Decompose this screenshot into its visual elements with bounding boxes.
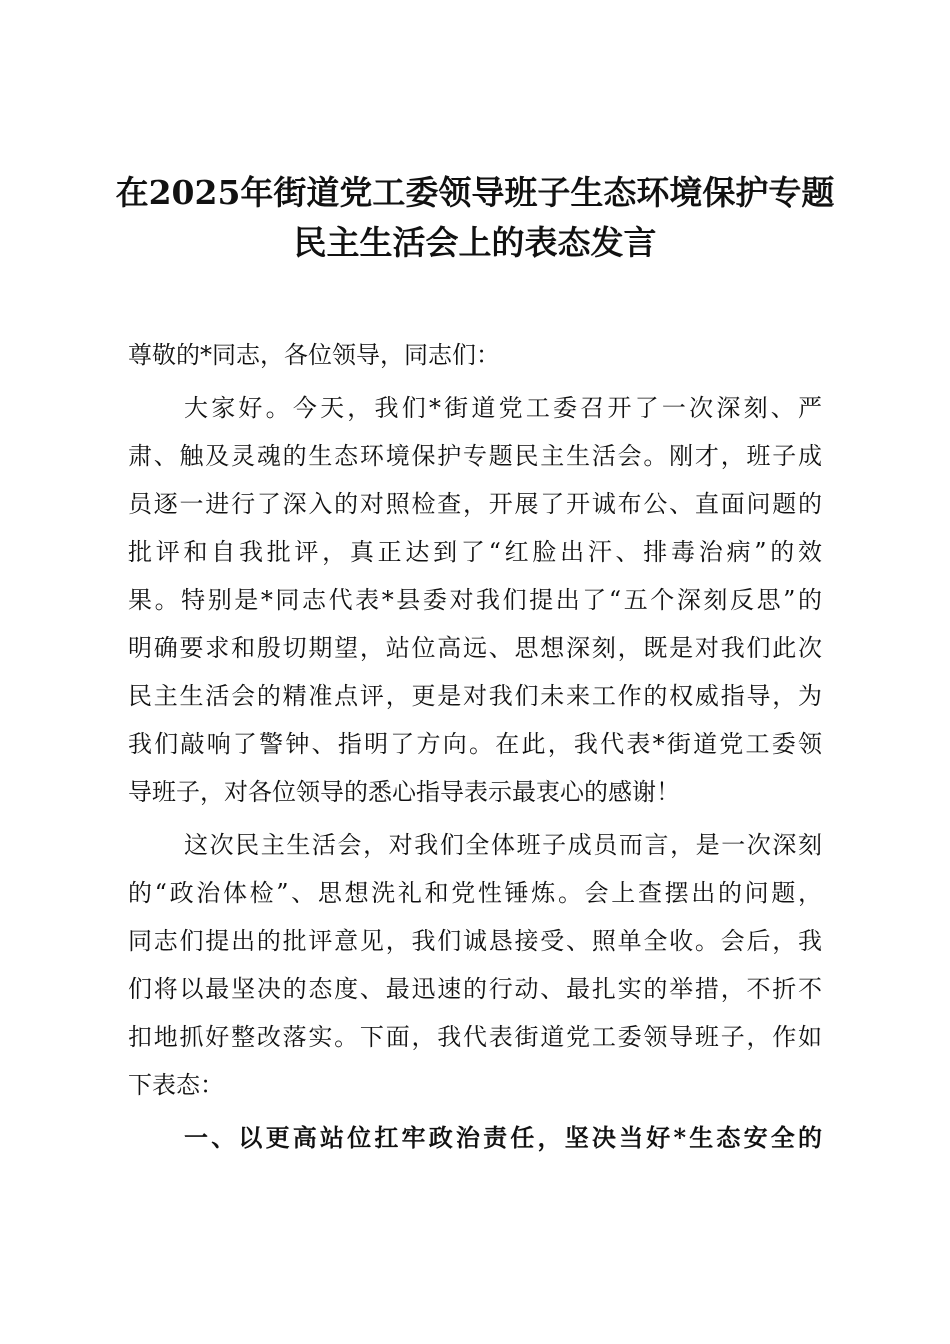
salutation [128,331,822,379]
paragraph-line: 同志们提出的批评意见，我们诚恳接受、照单全收。会后，我 [128,927,822,955]
paragraph-line: 肃、触及灵魂的生态环境保护专题民主生活会。刚才，班子成 [128,442,822,470]
paragraph-line: 导班子，对各位领导的悉心指导表示最衷心的感谢！ [128,778,680,806]
paragraph-line: 明确要求和殷切期望，站位高远、思想深刻，既是对我们此次 [128,634,822,662]
document-body [128,331,822,1167]
paragraph-line: 我们敲响了警钟、指明了方向。在此，我代表*街道党工委领 [128,730,822,758]
paragraph-line: 民主生活会的精准点评，更是对我们未来工作的权威指导，为 [128,682,822,710]
paragraph-line: 们将以最坚决的态度、最迅速的行动、最扎实的举措，不折不 [128,975,822,1003]
paragraph-line: 扣地抓好整改落实。下面，我代表街道党工委领导班子，作如 [128,1023,822,1051]
paragraph-line: 下表态： [128,1071,224,1099]
paragraph-line: 果。特别是*同志代表*县委对我们提出了“五个深刻反思”的 [128,586,822,614]
paragraph-line: 员逐一进行了深入的对照检查，开展了开诚布公、直面问题的 [128,490,822,518]
title-line-1: 在2025年街道党工委领导班子生态环境保护专题 [115,173,835,212]
section-heading [128,1114,822,1162]
paragraph-2 [128,821,822,1109]
paragraph-line: 批评和自我批评，真正达到了“红脸出汗、排毒治病”的效 [128,538,822,566]
paragraph-line: 这次民主生活会，对我们全体班子成员而言，是一次深刻 [184,831,822,859]
salutation-line: 尊敬的*同志，各位领导，同志们： [128,341,500,369]
section-heading-line: 一、以更高站位扛牢政治责任，坚决当好*生态安全的 [184,1123,822,1152]
document-title [0,168,950,268]
paragraph-1 [128,384,822,816]
paragraph-line: 的“政治体检”、思想洗礼和党性锤炼。会上查摆出的问题， [128,879,822,907]
title-line-2: 民主生活会上的表态发言 [293,223,657,262]
paragraph-line: 大家好。今天，我们*街道党工委召开了一次深刻、严 [184,394,822,422]
